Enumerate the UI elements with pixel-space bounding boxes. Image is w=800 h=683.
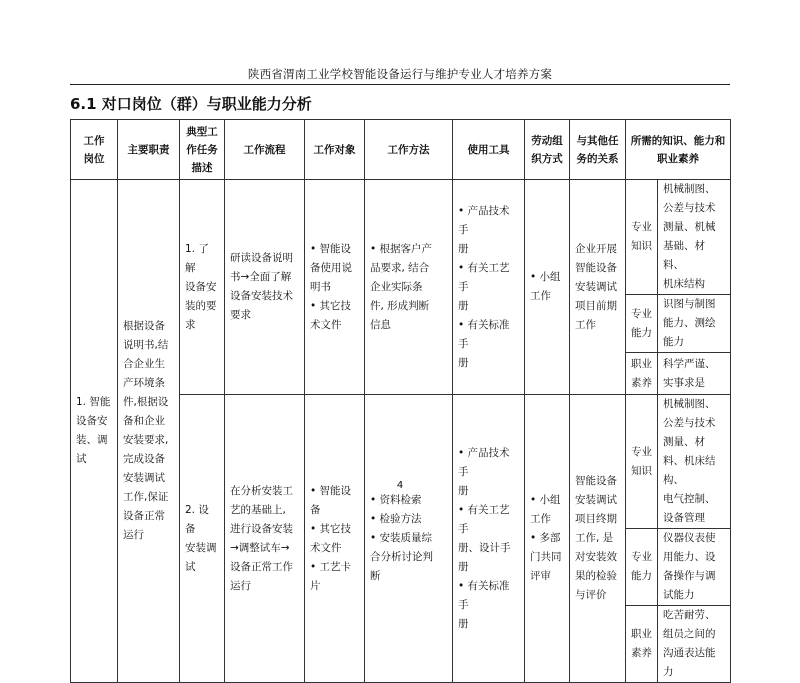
header-cell: 所需的知识、能力和职业素养 bbox=[626, 120, 731, 180]
header-cell: 工作流程 bbox=[225, 120, 305, 180]
position-cell: 1. 智能 设备安 装、调 试 bbox=[71, 180, 118, 683]
object-cell: • 智能设 备 • 其它技 术文件 • 工艺卡 片 bbox=[305, 395, 365, 683]
header-cell: 使用工具 bbox=[453, 120, 525, 180]
req-text-cell: 机械制图、公差与技术 测量、材料、机床结构、 电气控制、设备管理 bbox=[658, 395, 731, 529]
job-analysis-table bbox=[70, 119, 731, 683]
object-cell: • 智能设 备使用说 明书 • 其它技 术文件 bbox=[305, 180, 365, 395]
flow-cell: 研读设备说明 书→全面了解 设备安装技术 要求 bbox=[225, 180, 305, 395]
req-category-cell: 职业 素养 bbox=[626, 606, 658, 683]
req-text-cell: 科学严谨、实事求是 bbox=[658, 353, 731, 395]
req-text-cell: 识图与制图能力、测绘 能力 bbox=[658, 295, 731, 353]
header-cell: 与其他任 务的关系 bbox=[570, 120, 626, 180]
running-header: 陕西省渭南工业学校智能设备运行与维护专业人才培养方案 bbox=[247, 67, 553, 81]
header-cell: 主要职责 bbox=[118, 120, 180, 180]
header-cell: 工作对象 bbox=[305, 120, 365, 180]
org-cell: • 小组 工作 bbox=[525, 180, 570, 395]
tools-cell: • 产品技术手 册 • 有关工艺手 册 • 有关标准手 册 bbox=[453, 180, 525, 395]
header-cell: 工作 岗位 bbox=[71, 120, 118, 180]
table-row bbox=[71, 180, 731, 295]
req-category-cell: 专业 能力 bbox=[626, 295, 658, 353]
header-cell: 劳动组 织方式 bbox=[525, 120, 570, 180]
flow-cell: 在分析安装工 艺的基础上, 进行设备安装 →调整试车→ 设备正常工作 运行 bbox=[225, 395, 305, 683]
section-title: 6.1 对口岗位（群）与职业能力分析 bbox=[70, 95, 312, 113]
table-header-row bbox=[71, 120, 731, 180]
header-cell: 典型工 作任务 描述 bbox=[180, 120, 225, 180]
req-category-cell: 专业 知识 bbox=[626, 180, 658, 295]
method-cell: • 资料检索 • 检验方法 • 安装质量综 合分析讨论判 断 bbox=[365, 395, 453, 683]
header-cell: 工作方法 bbox=[365, 120, 453, 180]
header-divider bbox=[70, 84, 730, 85]
req-category-cell: 职业 素养 bbox=[626, 353, 658, 395]
task-cell: 2. 设备 安装调 试 bbox=[180, 395, 225, 683]
tools-cell: • 产品技术手 册 • 有关工艺手 册、设计手册 • 有关标准手 册 bbox=[453, 395, 525, 683]
req-text-cell: 机械制图、公差与技术 测量、机械基础、材料、 机床结构 bbox=[658, 180, 731, 295]
method-cell: • 根据客户产 品要求, 结合 企业实际条 件, 形成判断 信息 bbox=[365, 180, 453, 395]
task-cell: 1. 了解 设备安 装的要 求 bbox=[180, 180, 225, 395]
req-text-cell: 吃苦耐劳、组员之间的 沟通表达能力 bbox=[658, 606, 731, 683]
org-cell: • 小组 工作 • 多部 门共同 评审 bbox=[525, 395, 570, 683]
page-number: 4 bbox=[396, 480, 404, 491]
req-category-cell: 专业 能力 bbox=[626, 529, 658, 606]
req-category-cell: 专业 知识 bbox=[626, 395, 658, 529]
req-text-cell: 仪器仪表使用能力、设 备操作与调试能力 bbox=[658, 529, 731, 606]
duty-cell: 根据设备 说明书,结 合企业生 产环境条 件,根据设 备和企业 安装要求, 完成设备 安装调试 工作,保证 设备正常 运行 bbox=[118, 180, 180, 683]
relation-cell: 企业开展 智能设备 安装调试 项目前期 工作 bbox=[570, 180, 626, 395]
relation-cell: 智能设备 安装调试 项目终期 工作, 是 对安装效 果的检验 与评价 bbox=[570, 395, 626, 683]
